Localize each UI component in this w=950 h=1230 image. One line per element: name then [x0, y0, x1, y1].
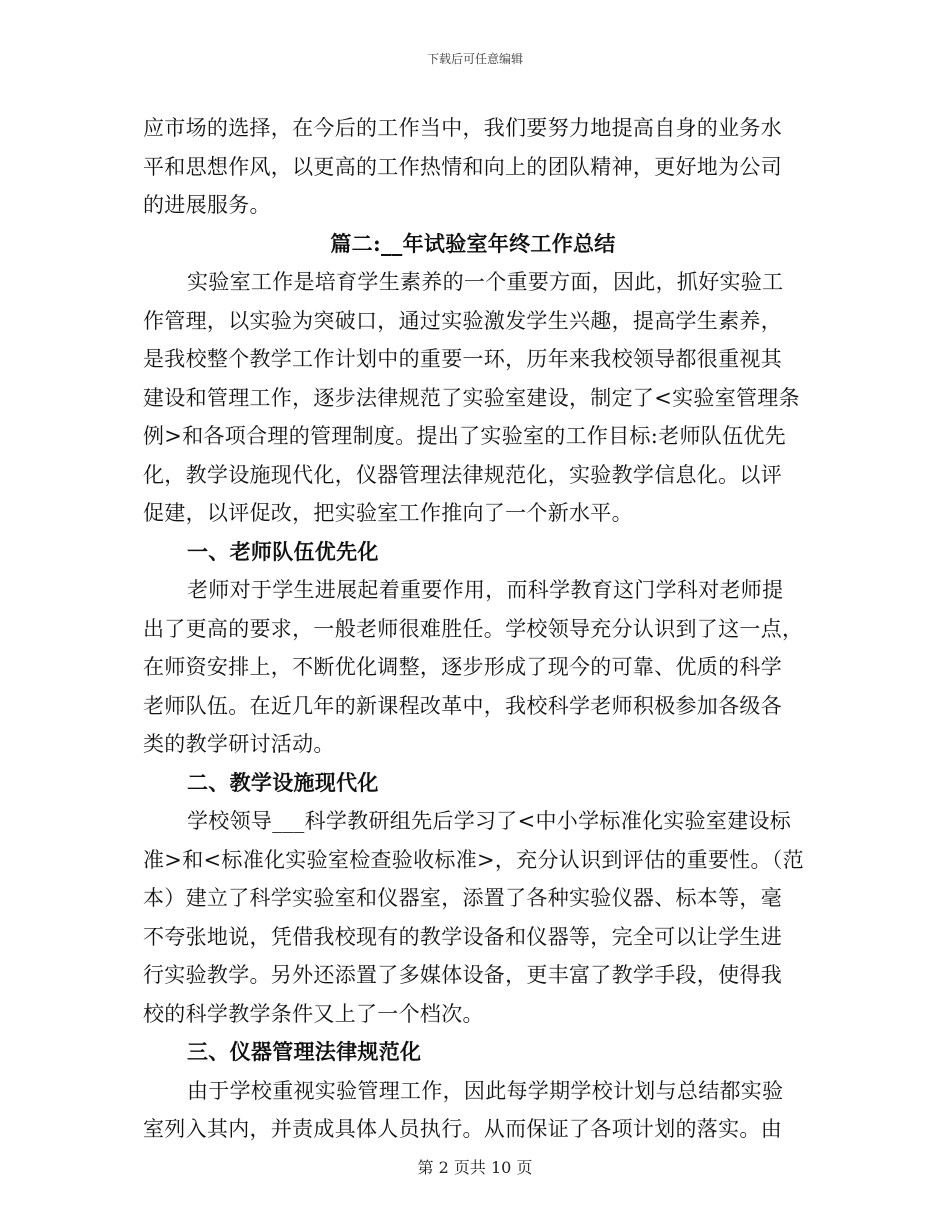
page-header: 下载后可任意编辑	[426, 52, 523, 66]
text-line: 由于学校重视实验管理工作，因此每学期学校计划与总结都实验	[187, 1078, 784, 1103]
text-line: 促建，以评促改，把实验室工作推向了一个新水平。	[143, 501, 633, 525]
page-footer: 第 2 页共 10 页	[417, 1158, 533, 1177]
text-line: 准>和<标准化实验室检查验收标准>，充分认识到评估的重要性。（范	[143, 847, 804, 872]
text-line: 行实验教学。另外还添置了多媒体设备，更丰富了教学手段，使得我	[143, 963, 782, 987]
text-line: 是我校整个教学工作计划中的重要一环，历年来我校领导都很重视其	[143, 347, 782, 371]
text-line: 室列入其内，并责成具体人员执行。从而保证了各项计划的落实。由	[143, 1117, 782, 1141]
text-line: 应市场的选择，在今后的工作当中，我们要努力地提高自身的业务水	[143, 116, 782, 140]
document-body	[143, 109, 803, 1149]
text-line: 老师队伍。在近几年的新课程改革中，我校科学老师积极参加各级各	[143, 693, 782, 718]
text-line: 出了更高的要求，一般老师很难胜任。学校领导充分认识到了这一点，	[143, 616, 804, 641]
section-heading: 三、仪器管理法律规范化	[187, 1039, 422, 1064]
text-line: 校的科学教学条件又上了一个档次。	[143, 1001, 484, 1026]
text-line: 实验室工作是培育学生素养的一个重要方面，因此，抓好实验工	[187, 270, 784, 294]
text-line: 本）建立了科学实验室和仪器室，添置了各种实验仪器、标本等，毫	[143, 886, 782, 910]
text-line: 化，教学设施现代化，仪器管理法律规范化，实验教学信息化。以评	[143, 462, 782, 487]
text-line: 类的教学研讨活动。	[143, 732, 335, 756]
section-heading: 二、教学设施现代化	[187, 769, 379, 795]
text-line: 在师资安排上，不断优化调整，逐步形成了现今的可靠、优质的科学	[143, 655, 782, 679]
text-line: 学校领导___科学教研组先后学习了<中小学标准化实验室建设标	[187, 809, 792, 833]
section-heading: 一、老师队伍优先化	[187, 538, 379, 564]
text-line: 建设和管理工作，逐步法律规范了实验室建设，制定了<实验室管理条	[143, 385, 800, 410]
text-line: 例>和各项合理的管理制度。提出了实验室的工作目标:老师队伍优先	[143, 424, 786, 448]
section-title: 篇二:__年试验室年终工作总结	[330, 230, 616, 256]
text-line: 平和思想作风，以更高的工作热情和向上的团队精神，更好地为公司	[143, 154, 782, 179]
text-line: 老师对于学生进展起着重要作用，而科学教育这门学科对老师提	[187, 578, 784, 602]
text-line: 的进展服务。	[143, 193, 271, 217]
text-line: 作管理，以实验为突破口，通过实验激发学生兴趣，提高学生素养，	[143, 308, 782, 333]
text-line: 不夸张地说，凭借我校现有的教学设备和仪器等，完全可以让学生进	[143, 924, 782, 949]
